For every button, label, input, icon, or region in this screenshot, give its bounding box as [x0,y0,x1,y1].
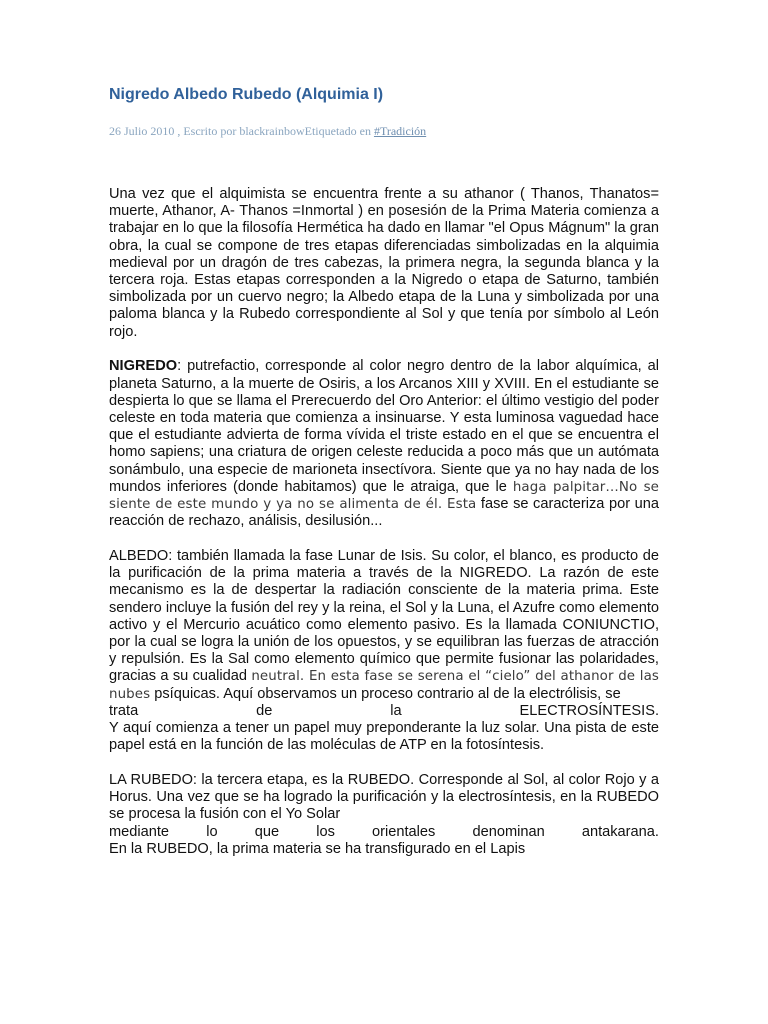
article-meta [109,124,426,139]
albedo-spread-line [109,703,659,720]
albedo-text: ALBEDO: también llamada la fase Lunar de Isis. Su color, el blanco, es producto de la purificación de la prima materia a través de la NIGREDO. La razón de este mecanismo es la de despertar la radiación consciente de la materia prima. Este sendero incluye la fusión del rey y la reina, el Sol y la Luna, el Azufre como elemento activo y el Mercurio acuático como elemento pasivo. Es la llamada CONIUNCTIO, por la cual se logra la unión de los opuestos, y se equilibran las fuerzas de atracción y repulsión. Es la Sal como elemento químico que permite fusionar las polaridades, gracias a su cualidad [109,548,659,685]
albedo-word: ELECTROSÍNTESIS. [519,702,659,719]
rubedo-word: que [254,823,280,840]
rubedo-word: mediante [109,823,170,840]
albedo-word: trata [109,702,139,719]
nigredo-end-text: fase se caracteriza por una reacción de rechazo, análisis, desilusión... [109,496,659,530]
albedo-word: la [390,702,402,719]
paragraph-rubedo [109,772,659,858]
tag-link[interactable]: #Tradición [373,124,427,138]
paragraph-intro: Una vez que el alquimista se encuentra frente a su athanor ( Thanos, Thanatos= muerte, Athanor, A- Thanos =Inmortal ) en posesión de la Prima Materia comienza a trabajar en lo que la filosofía Hermética ha dado en llamar "el Opus Mágnum" la gran obra, la cual se compone de tres etapas diferenciadas simbolizadas en la alquimia medieval por un dragón de tres cabezas, la primera negra, la segunda blanca y la tercera roja. Estas etapas corresponden a la Nigredo o etapa de Saturno, también simbolizada por un cuervo negro; la Albedo etapa de la Luna y simbolizada por una paloma blanca y la Rubedo correspondiente al Sol y que tenía por símbolo al León rojo. [109,186,659,340]
article-body [109,186,659,876]
nigredo-alt-text: haga palpitar…No se siente de este mundo y ya no se alimenta de él. Esta [109,479,659,513]
nigredo-label: NIGREDO [109,358,178,375]
rubedo-word: los [316,823,335,840]
nigredo-text: : putrefactio, corresponde al color negro dentro de la labor alquímica, al planeta Saturno, a la muerte de Osiris, a los Arcanos XIII y XVIII. En el estudiante se despierta lo que se llama el Prerecuerdo del Oro Anterior: el último vestigio del poder celeste en toda materia que comienza a insinuarse. Y esta luminosa vaguedad hace que el estudiante advierta de forma vívida el triste estado en el que se encuentra el homo sapiens; una criatura de origen celeste reducida a poco más que un autómata sonámbulo, una especie de marioneta insectívora. Siente que ya no hay nada de los mundos inferiores (donde habitamos) que le atraiga, que le [109,358,659,495]
rubedo-word: lo [206,823,218,840]
rubedo-end-text: En la RUBEDO, la prima materia se ha transfigurado en el Lapis [109,840,526,857]
albedo-alt-text: neutral. En esta fase se serena el “cielo” del athanor de las nubes [109,669,660,702]
rubedo-word: orientales [372,823,436,840]
meta-text: 26 Julio 2010 , Escrito por blackrainbowEtiquetado en [109,124,374,138]
paragraph-albedo [109,548,659,754]
paragraph-nigredo [109,358,659,530]
albedo-text-2: psíquicas. Aquí observamos un proceso contrario al de la electrólisis, se [150,685,621,702]
rubedo-word: denominan [472,823,545,840]
rubedo-text: LA RUBEDO: la tercera etapa, es la RUBEDO. Corresponde al Sol, al color Rojo y a Horus. Una vez que se ha logrado la purificación y la electrosíntesis, en la RUBEDO se procesa la fusión con el Yo Solar [109,772,659,823]
rubedo-word: antakarana. [581,823,659,840]
article-title: Nigredo Albedo Rubedo (Alquimia I) [109,86,384,103]
rubedo-spread-line [109,824,659,841]
albedo-word: de [256,702,273,719]
albedo-end-text: Y aquí comienza a tener un papel muy preponderante la luz solar. Una pista de este papel está en la función de las moléculas de ATP en la fotosíntesis. [109,720,659,754]
